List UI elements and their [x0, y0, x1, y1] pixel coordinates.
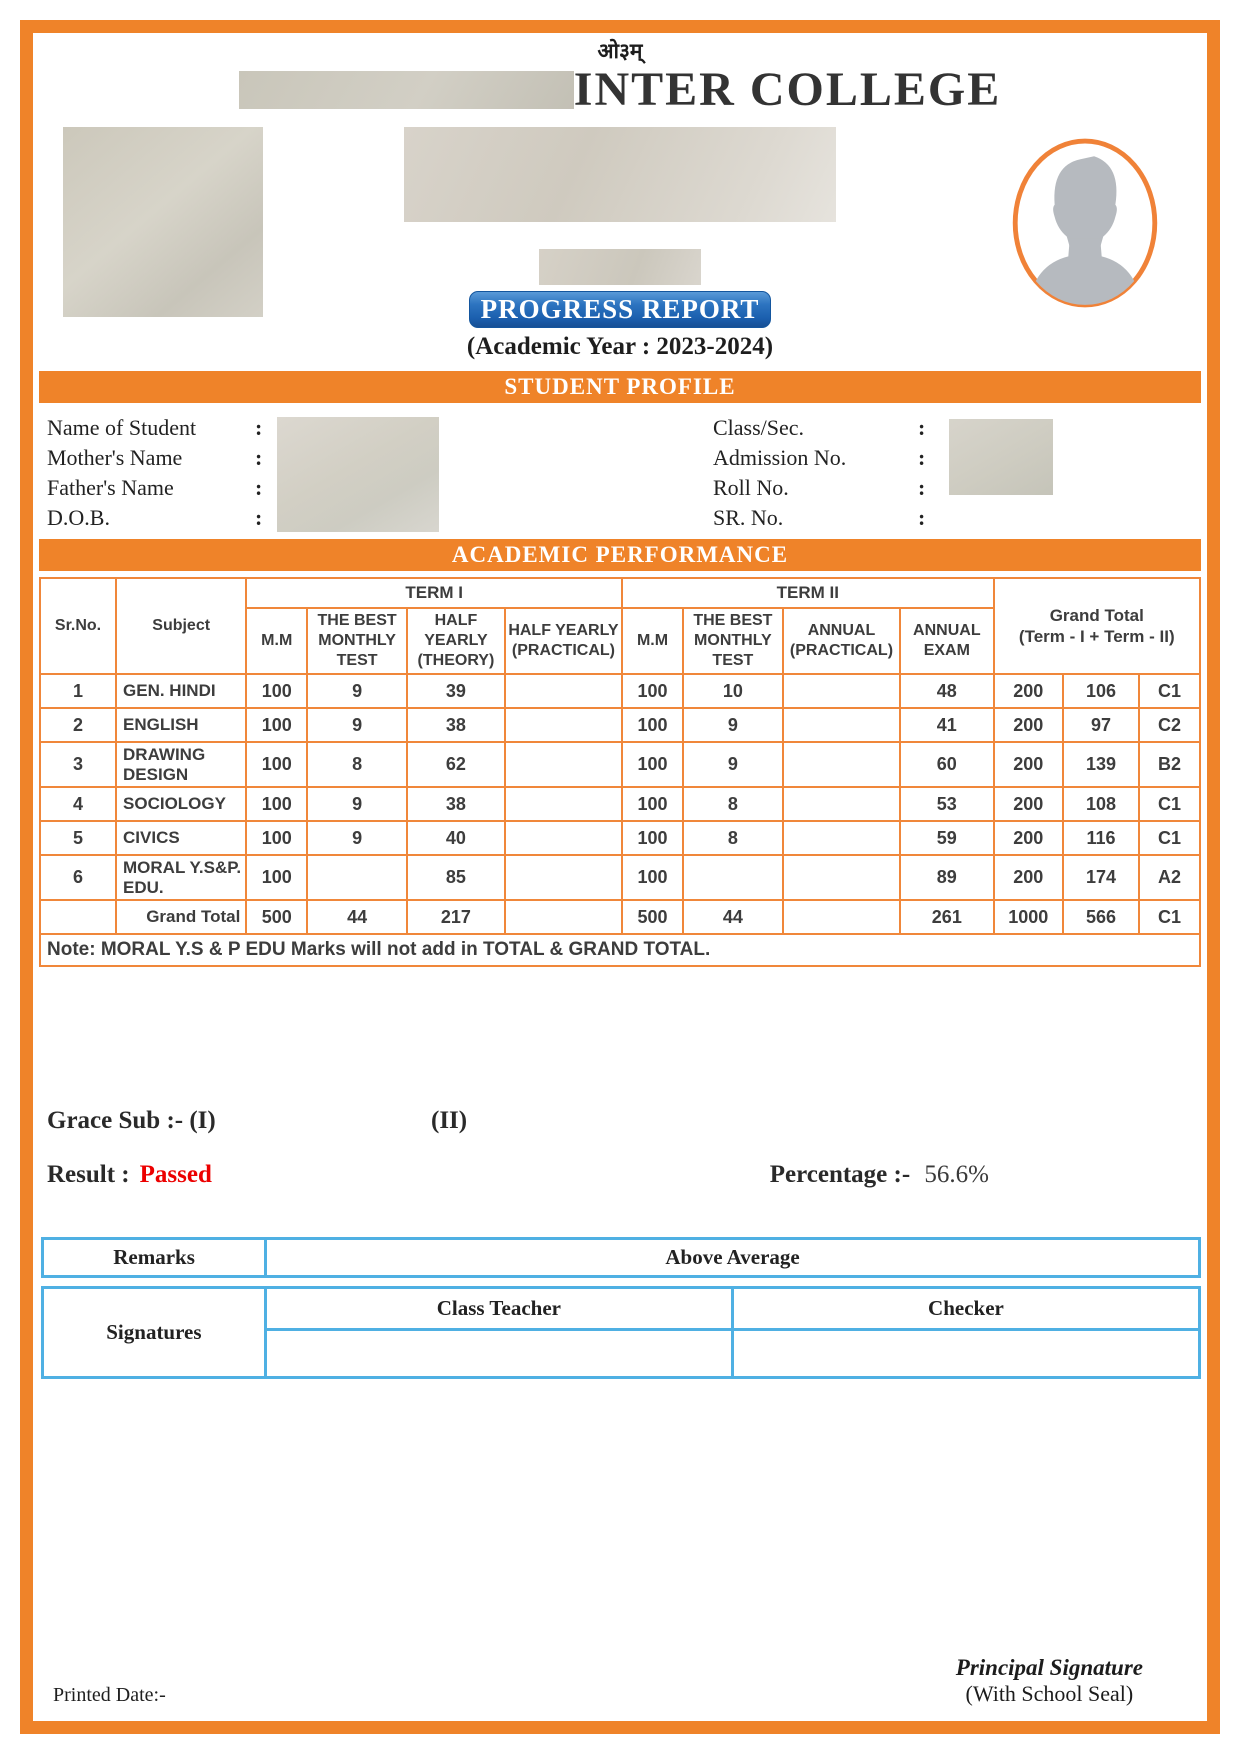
colon: :	[918, 475, 926, 500]
cell-mark: 100	[246, 708, 307, 742]
cell-mark	[505, 708, 622, 742]
cell-mark: 200	[994, 821, 1064, 855]
cell-srno: 2	[40, 708, 116, 742]
redacted-school-address	[404, 127, 836, 222]
cell-mark: 200	[994, 674, 1064, 708]
cell-mark: 53	[900, 787, 993, 821]
student-profile-section	[39, 403, 1201, 539]
table-note: Note: MORAL Y.S & P EDU Marks will not add in TOTAL & GRAND TOTAL.	[40, 934, 1200, 966]
cell-mark: 89	[900, 855, 993, 900]
cell-mark: 62	[407, 742, 505, 787]
academic-year-text: (Academic Year : 2023-2024)	[466, 333, 774, 360]
cell-mark: 108	[1063, 787, 1139, 821]
cell-mark: 261	[900, 900, 993, 934]
cell-mark: 9	[307, 708, 407, 742]
om-symbol-text: ओ३म्	[597, 39, 643, 63]
cell-mark	[783, 708, 900, 742]
progress-report-title-badge: PROGRESS REPORT	[469, 291, 771, 328]
cell-mark	[505, 674, 622, 708]
header-grand-total	[994, 578, 1200, 674]
cell-subject: ENGLISH	[116, 708, 246, 742]
cell-mark: 40	[407, 821, 505, 855]
printed-date-label: Printed Date:-	[53, 1684, 166, 1706]
percentage-label: Percentage :-	[769, 1161, 911, 1189]
profile-field	[683, 503, 1197, 533]
cell-subject: MORAL Y.S&P. EDU.	[116, 855, 246, 900]
grand-total-row	[40, 900, 1200, 934]
cell-mark: 100	[246, 742, 307, 787]
cell-mark: 44	[683, 900, 783, 934]
college-title-row	[39, 63, 1201, 116]
cell-mark: 44	[307, 900, 407, 934]
field-label: Father's Name	[47, 475, 174, 500]
profile-field	[683, 443, 1197, 473]
student-profile-banner: STUDENT PROFILE	[39, 371, 1201, 403]
result-label: Result :	[47, 1161, 130, 1189]
field-label: SR. No.	[713, 505, 784, 530]
cell-srno: 4	[40, 787, 116, 821]
marks-table-wrapper	[39, 577, 1201, 967]
orange-page-frame	[20, 20, 1220, 1734]
header-best-monthly-term1: THE BEST MONTHLY TEST	[307, 608, 407, 674]
cell-mark	[783, 742, 900, 787]
cell-mark: 60	[900, 742, 993, 787]
header-srno: Sr.No.	[40, 578, 116, 674]
cell-mark: 100	[622, 742, 683, 787]
signatures-label: Signatures	[43, 1288, 266, 1378]
header-annual-practical: ANNUAL (PRACTICAL)	[783, 608, 900, 674]
checker-header: Checker	[732, 1288, 1199, 1330]
cell-srno: 3	[40, 742, 116, 787]
remarks-label: Remarks	[43, 1239, 266, 1277]
cell-mark: 48	[900, 674, 993, 708]
colon: :	[255, 415, 263, 440]
school-seal-label: (With School Seal)	[965, 1681, 1134, 1706]
field-label: Class/Sec.	[713, 415, 805, 440]
cell-mark	[783, 674, 900, 708]
field-label: D.O.B.	[47, 505, 110, 530]
cell-grade: C1	[1139, 787, 1200, 821]
header-subject: Subject	[116, 578, 246, 674]
cell-mark	[505, 821, 622, 855]
remarks-value: Above Average	[266, 1239, 1200, 1277]
colon: :	[918, 505, 926, 530]
cell-mark: 100	[246, 674, 307, 708]
college-title: INTER COLLEGE	[573, 63, 1002, 116]
cell-grade: A2	[1139, 855, 1200, 900]
colon: :	[918, 415, 926, 440]
logo-area	[39, 127, 271, 361]
grand-total-line1: Grand Total	[1049, 605, 1144, 625]
cell-subject: DRAWING DESIGN	[116, 742, 246, 787]
header-middle-row	[39, 127, 1201, 361]
cell-mark: 9	[683, 708, 783, 742]
cell-total-label: Grand Total	[116, 900, 246, 934]
header-half-yearly-practical: HALF YEARLY (PRACTICAL)	[505, 608, 622, 674]
table-row	[40, 787, 1200, 821]
header-half-yearly-theory: HALF YEARLY (THEORY)	[407, 608, 505, 674]
table-row	[40, 855, 1200, 900]
cell-mark	[505, 742, 622, 787]
cell-mark: 9	[683, 742, 783, 787]
result-value: Passed	[139, 1161, 212, 1189]
header-center-column	[271, 127, 969, 361]
header-term1: TERM I	[246, 578, 622, 608]
student-avatar-placeholder	[1009, 135, 1161, 311]
cell-mark: 38	[407, 708, 505, 742]
cell-mark: 39	[407, 674, 505, 708]
header-mm-term1: M.M	[246, 608, 307, 674]
grand-total-line2: (Term - I + Term - II)	[1018, 627, 1175, 646]
cell-grade: B2	[1139, 742, 1200, 787]
cell-grade: C2	[1139, 708, 1200, 742]
cell-mark: 100	[246, 787, 307, 821]
cell-mark: 100	[246, 821, 307, 855]
principal-signature-label: Principal Signature	[955, 1655, 1143, 1680]
cell-mark: 97	[1063, 708, 1139, 742]
cell-srno-empty	[40, 900, 116, 934]
redacted-profile-values-right	[949, 419, 1053, 495]
cell-grade: C1	[1139, 900, 1200, 934]
cell-mark: 106	[1063, 674, 1139, 708]
field-label: Roll No.	[713, 475, 789, 500]
cell-mark: 100	[622, 674, 683, 708]
cell-mark: 59	[900, 821, 993, 855]
cell-mark: 38	[407, 787, 505, 821]
grace-label: Grace Sub :- (I)	[47, 1107, 216, 1135]
cell-mark	[683, 855, 783, 900]
cell-mark: 9	[307, 674, 407, 708]
cell-mark: 8	[683, 821, 783, 855]
header-term2: TERM II	[622, 578, 993, 608]
colon: :	[255, 505, 263, 530]
redacted-subheading	[539, 249, 701, 285]
cell-mark: 10	[683, 674, 783, 708]
class-teacher-signature-cell	[265, 1330, 732, 1378]
cell-mark: 100	[622, 787, 683, 821]
colon: :	[918, 445, 926, 470]
percentage-value: 56.6%	[924, 1161, 989, 1189]
academic-performance-table	[39, 577, 1201, 967]
signatures-table	[41, 1286, 1201, 1379]
header-annual-exam: ANNUAL EXAM	[900, 608, 993, 674]
cell-mark: 85	[407, 855, 505, 900]
redacted-school-name	[239, 71, 574, 109]
grace-ii-label: (II)	[431, 1107, 468, 1135]
cell-mark	[505, 900, 622, 934]
cell-mark: 217	[407, 900, 505, 934]
profile-left-column	[43, 413, 683, 533]
colon: :	[255, 445, 263, 470]
cell-mark: 41	[900, 708, 993, 742]
student-photo-area	[969, 127, 1201, 361]
cell-grade: C1	[1139, 821, 1200, 855]
cell-srno: 6	[40, 855, 116, 900]
table-row	[40, 708, 1200, 742]
cell-mark: 100	[622, 708, 683, 742]
table-row	[40, 742, 1200, 787]
cell-srno: 1	[40, 674, 116, 708]
colon: :	[255, 475, 263, 500]
cell-mark: 100	[246, 855, 307, 900]
cell-mark: 1000	[994, 900, 1064, 934]
cell-mark: 9	[307, 787, 407, 821]
cell-mark: 500	[246, 900, 307, 934]
percentage-group	[770, 1161, 989, 1189]
cell-mark: 8	[307, 742, 407, 787]
redacted-school-logo	[63, 127, 263, 317]
cell-mark: 116	[1063, 821, 1139, 855]
remarks-table	[41, 1237, 1201, 1278]
cell-mark	[505, 787, 622, 821]
page-footer	[39, 1655, 1201, 1721]
cell-mark	[505, 855, 622, 900]
class-teacher-header: Class Teacher	[265, 1288, 732, 1330]
grace-subjects-row	[39, 1107, 1201, 1139]
cell-mark: 200	[994, 855, 1064, 900]
field-label: Name of Student	[47, 415, 197, 440]
academic-performance-banner: ACADEMIC PERFORMANCE	[39, 539, 1201, 571]
cell-mark	[783, 900, 900, 934]
redacted-profile-values-left	[277, 417, 439, 532]
cell-mark: 200	[994, 708, 1064, 742]
profile-field	[683, 473, 1197, 503]
cell-mark	[783, 821, 900, 855]
cell-mark: 139	[1063, 742, 1139, 787]
cell-srno: 5	[40, 821, 116, 855]
cell-subject: CIVICS	[116, 821, 246, 855]
cell-subject: SOCIOLOGY	[116, 787, 246, 821]
field-label: Admission No.	[713, 445, 847, 470]
cell-mark	[783, 855, 900, 900]
header-mm-term2: M.M	[622, 608, 683, 674]
result-row	[39, 1161, 1201, 1189]
cell-mark: 100	[622, 821, 683, 855]
note-row	[40, 934, 1200, 966]
signatures-header-row	[43, 1288, 1200, 1330]
table-row	[40, 674, 1200, 708]
profile-right-column	[683, 413, 1197, 533]
header-best-monthly-term2: THE BEST MONTHLY TEST	[683, 608, 783, 674]
cell-mark: 200	[994, 742, 1064, 787]
profile-field	[683, 413, 1197, 443]
cell-mark: 566	[1063, 900, 1139, 934]
cell-mark: 200	[994, 787, 1064, 821]
cell-mark	[783, 787, 900, 821]
cell-mark: 9	[307, 821, 407, 855]
cell-mark: 500	[622, 900, 683, 934]
cell-grade: C1	[1139, 674, 1200, 708]
principal-signature-block	[956, 1655, 1143, 1707]
remarks-row	[43, 1239, 1200, 1277]
cell-subject: GEN. HINDI	[116, 674, 246, 708]
cell-mark: 100	[622, 855, 683, 900]
cell-mark	[307, 855, 407, 900]
table-row	[40, 821, 1200, 855]
checker-signature-cell	[732, 1330, 1199, 1378]
cell-mark: 8	[683, 787, 783, 821]
cell-mark: 174	[1063, 855, 1139, 900]
field-label: Mother's Name	[47, 445, 183, 470]
